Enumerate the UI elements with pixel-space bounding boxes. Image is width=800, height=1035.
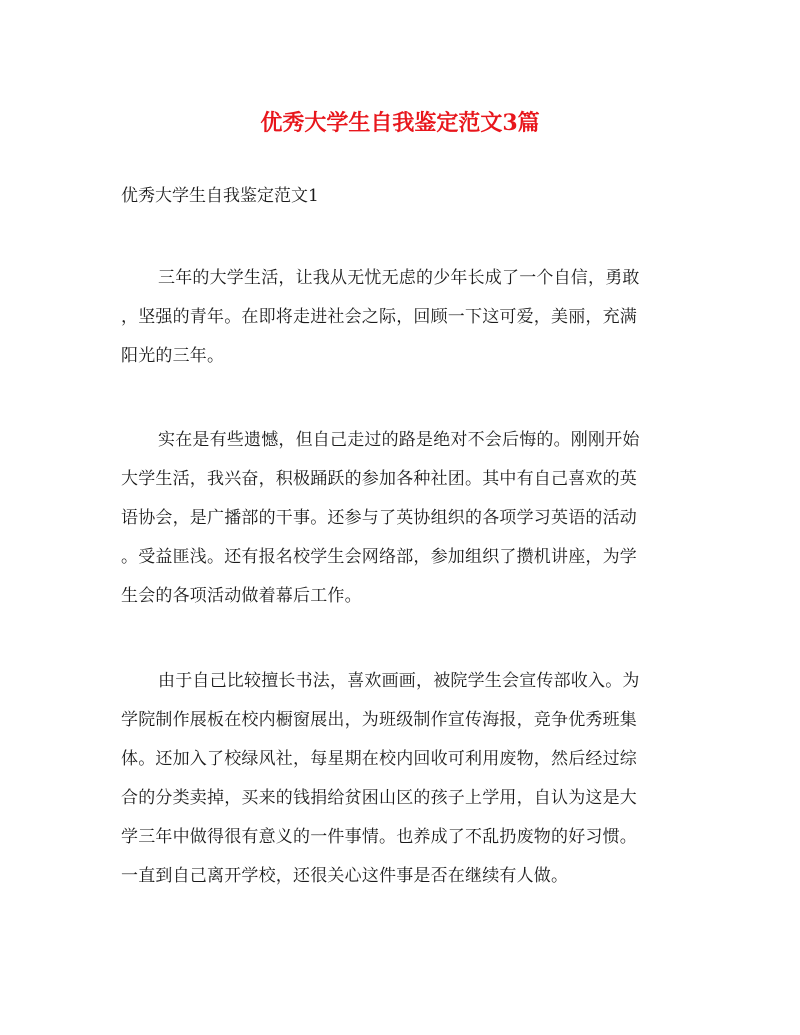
paragraph-3-line-2: 学院制作展板在校内橱窗展出，为班级制作宣传海报，竞争优秀班集: [121, 710, 637, 730]
document-title: 优秀大学生自我鉴定范文3篇: [260, 110, 540, 136]
paragraph-1-line-2: ，坚强的青年。在即将走进社会之际，回顾一下这可爱，美丽，充满: [121, 307, 637, 327]
paragraph-3-line-5: 学三年中做得很有意义的一件事情。也养成了不乱扔废物的好习惯。: [121, 827, 637, 847]
paragraph-2-line-4: 。受益匪浅。还有报名校学生会网络部，参加组织了攒机讲座，为学: [121, 547, 637, 567]
paragraph-2-line-5: 生会的各项活动做着幕后工作。: [121, 586, 362, 606]
paragraph-2-line-2: 大学生活，我兴奋，积极踊跃的参加各种社团。其中有自己喜欢的英: [121, 469, 637, 489]
paragraph-1-line-1: 三年的大学生活，让我从无忧无虑的少年长成了一个自信，勇敢: [158, 268, 640, 288]
paragraph-2-line-3: 语协会，是广播部的干事。还参与了英协组织的各项学习英语的活动: [121, 508, 637, 528]
paragraph-3-line-6: 一直到自己离开学校，还很关心这件事是否在继续有人做。: [121, 866, 569, 886]
paragraph-3-line-3: 体。还加入了校绿风社，每星期在校内回收可利用废物，然后经过综: [121, 749, 637, 769]
paragraph-1-line-3: 阳光的三年。: [121, 346, 225, 366]
paragraph-3-line-1: 由于自己比较擅长书法，喜欢画画，被院学生会宣传部收入。为: [158, 671, 640, 691]
section-heading: 优秀大学生自我鉴定范文1: [121, 186, 319, 206]
paragraph-3-line-4: 合的分类卖掉，买来的钱捐给贫困山区的孩子上学用，自认为这是大: [121, 788, 637, 808]
paragraph-2-line-1: 实在是有些遗憾，但自己走过的路是绝对不会后悔的。刚刚开始: [158, 430, 640, 450]
